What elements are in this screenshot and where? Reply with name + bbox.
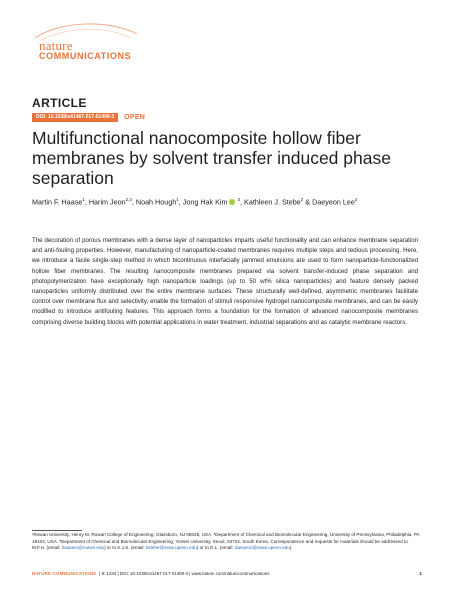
article-title: Multifunctional nanocomposite hollow fiber membranes by solvent transfer induced phase separation xyxy=(32,128,391,188)
email-link-haase[interactable]: haasem@rowan.edu xyxy=(61,545,105,551)
author-name[interactable]: Martin F. Haase xyxy=(32,197,83,207)
article-type-label: ARTICLE xyxy=(32,96,87,110)
doi-badge[interactable]: DOI: 10.1038/s41467-017-01409-3 xyxy=(32,113,118,122)
author-separator: & xyxy=(303,197,313,207)
correspondence-end: ) xyxy=(289,545,292,551)
correspondence-sep-1: ) or to K.J.S. (email: xyxy=(104,545,146,551)
correspondence-text: Correspondence and requests for materials should be addressed to M.F.H. (email: xyxy=(32,538,408,551)
footer-journal-name: NATURE COMMUNICATIONS xyxy=(32,571,97,576)
author-separator: , xyxy=(131,197,136,207)
author-affiliation-marker: 2,3 xyxy=(125,197,132,202)
footer-citation: | 8: 1234 | DOI: 10.1038/s41467-017-01409-3 | www.nature.com/naturecommunications xyxy=(99,571,270,576)
author-name[interactable]: Kathleen J. Stebe xyxy=(244,197,301,207)
journal-logo[interactable] xyxy=(31,18,141,60)
author-affiliation-marker: 1 xyxy=(82,197,85,202)
author-name[interactable]: Noah Hough xyxy=(135,197,177,207)
open-access-label: OPEN xyxy=(124,114,146,121)
author-separator: , xyxy=(178,197,183,207)
email-link-lee[interactable]: daeyeon@seas.upenn.edu xyxy=(234,545,290,551)
author-affiliation-marker: 1 xyxy=(176,197,179,202)
author-name[interactable]: Jong Hak Kim xyxy=(182,197,228,207)
author-separator: , xyxy=(240,197,245,207)
doi-row xyxy=(32,113,145,122)
author-affiliation-marker: 2 xyxy=(354,197,358,202)
email-link-stebe[interactable]: kstebe@seas.upenn.edu xyxy=(145,545,197,551)
logo-line-nature: nature xyxy=(39,38,73,53)
author-separator: , xyxy=(84,197,89,207)
logo-line-communications: COMMUNICATIONS xyxy=(39,51,132,61)
footnote-divider xyxy=(32,530,82,531)
author-affiliation-marker: 3 xyxy=(237,197,241,202)
author-name[interactable]: Daeyeon Lee xyxy=(312,197,355,207)
author-affiliation-marker: 2 xyxy=(300,197,304,202)
author-list xyxy=(32,195,432,207)
author-name[interactable]: Harim Jeon xyxy=(88,197,126,207)
affiliations-text: ¹Rowan University, Henry M. Rowan College of Engineering, Glassboro, NJ 08028, USA. ²Department of Chemical and Biomolecular Engineering, University of Pennsylvania, Philadelphia, PA 19104, USA. ³Department of Chemical and Biomolecular Engineering, Yonsei University, Seoul, 03722, South Korea. xyxy=(32,532,420,544)
orcid-icon[interactable] xyxy=(229,199,235,205)
page-number: 1 xyxy=(419,571,422,576)
abstract: The decoration of porous membranes with a dense layer of nanoparticles imparts useful functionality and can enhance membrane separation and anti-fouling properties. However, manufacturing of nanoparticle-coated membranes requires multiple steps and tedious processing. Here, we introduce a facile single-step method in which bicontinuous interfacially jammed emulsions are used to form nanoparticle-functionalized hollow fiber membranes. The resulting nanocomposite membranes prepared via solvent transfer-induced phase separation and photopolymerization have exceptionally high nanoparticle loadings (up to 50 wt% silica nanoparticles) and feature densely packed nanoparticles uniformly distributed over the entire membrane surfaces. These structurally well-defined, asymmetric membranes facilitate control over membrane flux and selectivity, enable the formation of stimuli responsive hydrogel nanocomposite membranes, and can be easily modified to introduce antifouling features. This approach forms a foundation for the formation of advanced nanocomposite membranes comprising diverse building blocks with potential applications in water treatment, industrial separations and as catalytic membrane reactors. xyxy=(32,237,418,326)
page-footer xyxy=(32,571,422,577)
correspondence-sep-2: ) or to D.L. (email: xyxy=(196,545,235,551)
affiliations-footnote xyxy=(32,532,422,552)
